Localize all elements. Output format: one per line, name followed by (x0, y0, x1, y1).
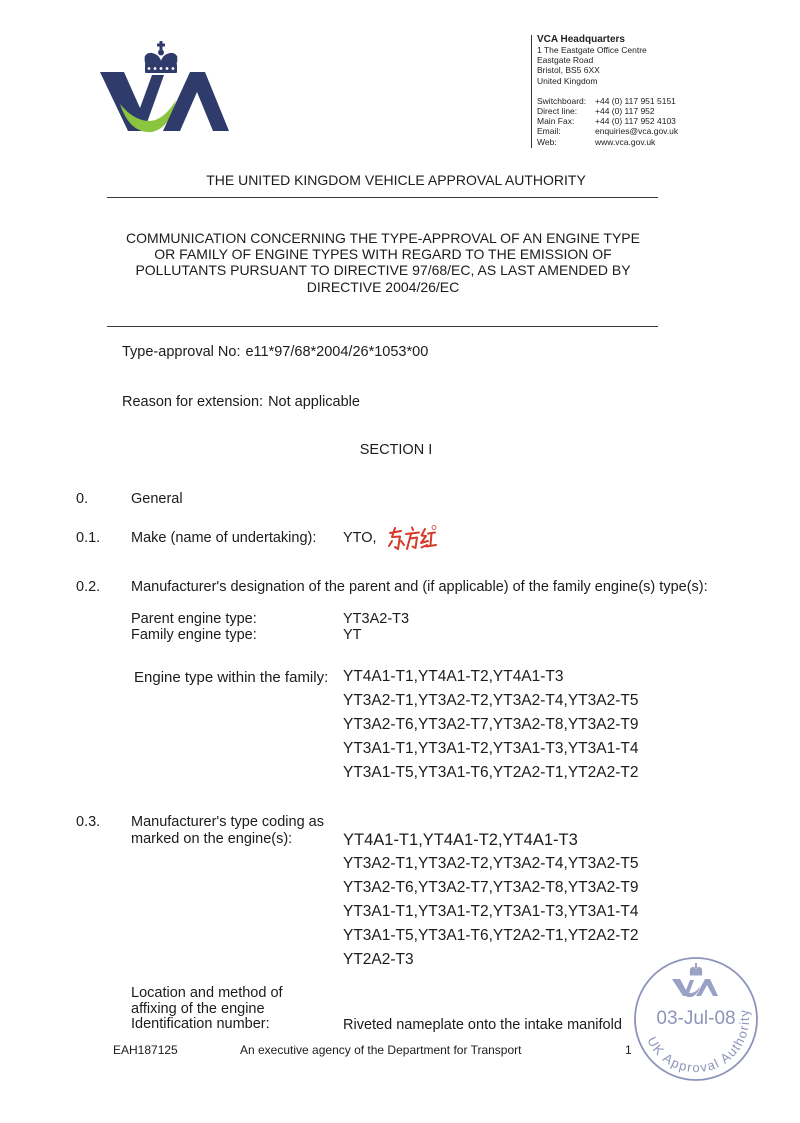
type-coding-line: YT2A2-T3 (343, 951, 414, 968)
address-divider (531, 35, 532, 148)
address-block (537, 34, 678, 147)
document-title (83, 230, 683, 296)
title-line: COMMUNICATION CONCERNING THE TYPE-APPROVAL OF AN ENGINE TYPE (126, 229, 640, 246)
make-label: Make (name of undertaking): (131, 530, 317, 546)
divider-title (107, 326, 658, 327)
parent-engine-value: YT3A2-T3 (343, 611, 410, 627)
footer-agency: An executive agency of the Department for Transport (240, 1043, 522, 1057)
type-coding-line: YT4A1-T1,YT4A1-T2,YT4A1-T3 (343, 831, 578, 849)
location-value: Riveted nameplate onto the intake manifold (343, 1016, 622, 1033)
crown-icon (145, 41, 178, 73)
type-coding-list (343, 828, 638, 972)
type-approval-number (122, 344, 428, 361)
family-engine-label: Family engine type: (131, 627, 257, 643)
contact-value: +44 (0) 117 952 (595, 106, 655, 117)
authority-heading: THE UNITED KINGDOM VEHICLE APPROVAL AUTHORITY (206, 172, 586, 188)
contact-value: +44 (0) 117 952 4103 (595, 116, 676, 127)
contact-row (537, 106, 678, 116)
type-approval-label: Type-approval No: (122, 344, 241, 360)
type-coding-label-line: Manufacturer's type coding as (131, 814, 324, 830)
type-coding-line: YT3A2-T6,YT3A2-T7,YT3A2-T8,YT3A2-T9 (343, 879, 639, 896)
contact-value: enquiries@vca.gov.uk (595, 126, 679, 137)
title-line: DIRECTIVE 2004/26/EC (306, 278, 460, 295)
engine-within-family-list (343, 665, 638, 785)
item-number: 0.3. (76, 814, 101, 830)
brand-char-2 (406, 528, 419, 550)
type-approval-value: e11*97/68*2004/26*1053*00 (245, 344, 429, 360)
item-number: 0.2. (76, 579, 101, 595)
item-number: 0.1. (76, 530, 101, 546)
type-coding-line: YT3A2-T1,YT3A2-T2,YT3A2-T4,YT3A2-T5 (343, 855, 639, 872)
location-label-line: affixing of the engine (131, 1000, 265, 1017)
stamp-date: 03-Jul-08 (656, 1008, 736, 1029)
section-heading: SECTION I (359, 442, 433, 458)
footer-reference: EAH187125 (113, 1043, 178, 1057)
vca-logo (95, 38, 235, 135)
contact-row (537, 137, 678, 147)
type-coding-label-line: marked on the engine(s): (131, 831, 293, 847)
address-line: United Kingdom (537, 75, 598, 86)
engine-type-line: YT3A2-T6,YT3A2-T7,YT3A2-T8,YT3A2-T9 (343, 716, 639, 733)
stamp-ring-textpath: UK Approval Authority (644, 1007, 753, 1076)
contact-label: Switchboard: (537, 95, 587, 106)
contact-label: Email: (537, 126, 561, 137)
parent-engine-label: Parent engine type: (131, 611, 257, 627)
approval-stamp (630, 953, 764, 1087)
title-line: OR FAMILY OF ENGINE TYPES WITH REGARD TO THE EMISSION OF (154, 245, 612, 262)
contact-row (537, 96, 678, 106)
address-line: Eastgate Road (537, 55, 594, 66)
contact-value: +44 (0) 117 951 5151 (595, 95, 676, 106)
stamp-vca-logo (672, 963, 718, 997)
type-coding-label (131, 814, 324, 848)
family-engine-value: YT (343, 627, 362, 643)
make-value: YTO, (343, 530, 377, 546)
contact-list (537, 96, 678, 147)
contact-row (537, 116, 678, 126)
designation-label: Manufacturer's designation of the parent and (if applicable) of the family engine(s) type(s): (131, 579, 708, 595)
contact-label: Web: (537, 136, 557, 147)
extension-reason (122, 394, 360, 411)
page-number: 1 (625, 1043, 632, 1057)
logo-letter-a (163, 72, 229, 131)
extension-value: Not applicable (268, 394, 360, 410)
contact-label: Main Fax: (537, 116, 575, 127)
stamp-crown-icon (690, 963, 702, 976)
engine-within-family-label: Engine type within the family: (134, 668, 329, 686)
title-line: POLLUTANTS PURSUANT TO DIRECTIVE 97/68/EC, AS LAST AMENDED BY (135, 262, 631, 279)
engine-type-line: YT4A1-T1,YT4A1-T2,YT4A1-T3 (343, 668, 564, 685)
contact-value: www.vca.gov.uk (595, 136, 656, 147)
divider-top (107, 197, 658, 198)
extension-label: Reason for extension: (122, 394, 264, 410)
location-label-line: Location and method of (131, 985, 283, 1001)
engine-type-line: YT3A2-T1,YT3A2-T2,YT3A2-T4,YT3A2-T5 (343, 692, 639, 709)
type-coding-line: YT3A1-T5,YT3A1-T6,YT2A2-T1,YT2A2-T2 (343, 927, 639, 944)
address-line: Bristol, BS5 6XX (537, 65, 600, 76)
brand-char-1 (389, 528, 404, 549)
brand-char-3 (421, 529, 436, 548)
registered-mark (432, 526, 436, 530)
location-label-line: Identification number: (131, 1016, 270, 1032)
type-coding-line: YT3A1-T1,YT3A1-T2,YT3A1-T3,YT3A1-T4 (343, 903, 639, 920)
contact-label: Direct line: (537, 106, 578, 117)
org-name: VCA Headquarters (537, 34, 625, 45)
general-heading: General (131, 491, 183, 507)
engine-type-line: YT3A1-T1,YT3A1-T2,YT3A1-T3,YT3A1-T4 (343, 740, 639, 757)
engine-type-line: YT3A1-T5,YT3A1-T6,YT2A2-T1,YT2A2-T2 (343, 764, 639, 781)
location-label (131, 986, 283, 1033)
address-line: 1 The Eastgate Office Centre (537, 45, 647, 55)
item-number: 0. (76, 491, 89, 507)
contact-row (537, 126, 678, 136)
make-brand-logo (385, 524, 440, 554)
